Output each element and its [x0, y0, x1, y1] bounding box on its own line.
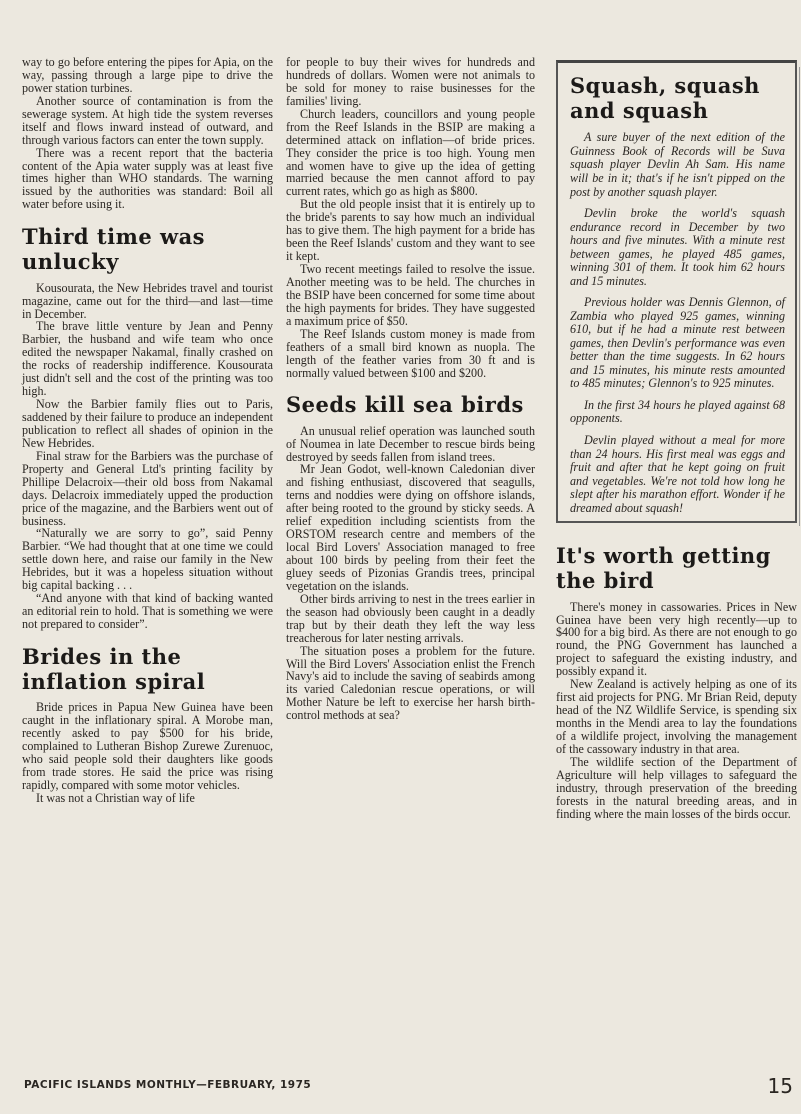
publication-footer: PACIFIC ISLANDS MONTHLY—FEBRUARY, 1975 — [24, 1079, 312, 1091]
body-paragraph: An unusual relief operation was launched south of Noumea in late December to rescue birds being destroyed by seeds fallen from island trees. — [286, 423, 535, 464]
body-paragraph: It was not a Christian way of life — [36, 790, 195, 805]
body-paragraph: Mr Jean Godot, well-known Caledonian diver and fishing enthusiast, discovered that seagulls, terns and noddies were dying on offshore islands, after being rooted to the ground by sticky seeds. A relief expedition including scientists from the ORSTOM research centre and members of the local Bird Lovers' Association managed to free about 100 birds by peeling from their feet the gluey seeds of Pizonias Grandis trees, principal vegetation on the islands. — [286, 462, 535, 593]
body-paragraph: The situation poses a problem for the future. Will the Bird Lovers' Association enlist the French Navy's aid to include the saving of seabirds among its varied Caledonian rescue operations, or will Mother Nature be left to exercise her harsh birth-control methods at sea? — [286, 643, 535, 723]
body-paragraph: Bride prices in Papua New Guinea have been caught in the inflationary spiral. A Morobe man, recently asked to pay $500 for his bride, complained to Lutheran Bishop Zurewe Zurenuoc, who said people sold their daughters like goods from trade stores. He said the price was rising rapidly, compared with some motor vehicles. — [22, 700, 273, 792]
body-paragraph: Final straw for the Barbiers was the purchase of Property and General Ltd's printing facility by Phillipe Delacroix—their old boss from Nakamal days. Delacroix immediately upped the production price of the magazine, and the Barbiers went out of business. — [22, 448, 273, 528]
body-paragraph: way to go before entering the pipes for Apia, on the way, passing through a large pipe to drive the power station turbines. — [22, 55, 273, 95]
squash-sidebar-box — [556, 60, 797, 523]
body-paragraph: New Zealand is actively helping as one of its first aid projects for PNG. Mr Brian Reid, deputy head of the NZ Wildlife Service, is spending six months in the Mendi area to lay the foundations of a wildlife project, involving the management of the cassowary industry in that area. — [556, 677, 797, 756]
headline-bird: It's worth getting the bird — [556, 543, 771, 594]
body-paragraph: The brave little venture by Jean and Penny Barbier, the husband and wife team who once edited the newspaper Nakamal, finally crashed on the rocks of readership indifference. Kousourata just didn't sell and the cost of the printing was too high. — [22, 319, 273, 399]
column-middle — [286, 56, 535, 722]
box-paragraph: Devlin played without a meal for more than 24 hours. His first meal was eggs and fruit and after that he kept going on fruit and vegetables. We're not told how long he slept after his marathon effort. Wonder if he dreamed about squash! — [570, 433, 785, 515]
headline-squash: Squash, squash and squash — [570, 73, 760, 124]
page-number: 15 — [767, 1074, 793, 1098]
box-paragraph: Previous holder was Dennis Glennon, of Zambia who played 925 games, winning 610, but if he had a minute rest between games, then Devlin's performance was even better than the time suggests. In 62 hours and 15 minutes, his minute rests amounted to 485 minutes; Glennon's to 925 minutes. — [570, 295, 785, 391]
body-paragraph: “And anyone with that kind of backing wanted an editorial rein to hold. That is something we were not prepared to consider”. — [22, 591, 273, 631]
body-paragraph: Other birds arriving to nest in the trees earlier in the season had obviously been caught in a deadly trap but by their death they left the way less treacherous for later nesting arrivals. — [286, 591, 535, 645]
body-paragraph: There's money in cassowaries. Prices in New Guinea have been very high recently—up to $400 for a big bird. As there are not enough to go round, the PNG Government has launched a project to safeguard the existing industry, and possibly expand it. — [556, 599, 797, 679]
column-left — [22, 56, 273, 805]
body-paragraph: The wildlife section of the Department of Agriculture will help villages to safeguard the industry, through preservation of the breeding forests in the natural breeding areas, and in finding where the main losses of the birds occur. — [556, 754, 797, 821]
headline-third-time: Third time was unlucky — [22, 224, 206, 275]
body-paragraph: The Reef Islands custom money is made from feathers of a small bird known as nuopla. The length of the feather varies from 30 ft and is normally valued between $100 and $200. — [286, 326, 535, 380]
body-paragraph: Church leaders, councillors and young people from the Reef Islands in the BSIP are making a determined attack on inflation—of bride prices. They consider the price is too high. Young men and women have to give up the idea of getting married because the men cannot afford to pay current rates, which go as high as $800. — [286, 106, 535, 199]
body-paragraph: There was a recent report that the bacteria content of the Apia water supply was at least five times higher than WHO standards. The warning issued by the authorities was standard: Boil all water before using it. — [22, 145, 273, 212]
body-paragraph: Two recent meetings failed to resolve the issue. Another meeting was to be held. The churches in the BSIP have been concerned for some time about the high payments for brides. They have suggested a maximum price of $50. — [286, 262, 535, 328]
body-paragraph: Now the Barbier family flies out to Paris, saddened by their failure to produce an independent publication to reflect all shades of opinion in the New Hebrides. — [22, 397, 273, 450]
column-right — [556, 60, 797, 821]
box-paragraph: Devlin broke the world's squash endurance record in December by two hours and five minutes. With a minute rest between games, he played 485 games, winning 301 of them. It took him 62 hours and 15 minutes. — [570, 206, 785, 288]
box-paragraph: A sure buyer of the next edition of the Guinness Book of Records will be Suva squash player Devlin Ah Sam. His name will be in it; that's if he isn't pipped on the post by another squash player. — [570, 130, 785, 199]
headline-seeds: Seeds kill sea birds — [286, 392, 524, 418]
box-paragraph: In the first 34 hours he played against 68 opponents. — [570, 397, 785, 426]
body-paragraph: for people to buy their wives for hundreds and hundreds of dollars. Women were not animals to be sold for money to raise businesses for the families' living. — [286, 55, 535, 108]
body-paragraph: “Naturally we are sorry to go”, said Penny Barbier. “We had thought that at one time we could settle down here, and raise our family in the New Hebrides, but it was a hopeless situation without big capital backing . . . — [22, 526, 273, 593]
body-paragraph: Another source of contamination is from the sewerage system. At high tide the system reverses itself and flows inward instead of outward, and through various factors can enter the town supply. — [22, 93, 273, 147]
headline-brides: Brides in the inflation spiral — [22, 643, 206, 695]
body-paragraph: But the old people insist that it is entirely up to the bride's parents to say how much an individual has to give them. The high payment for a bride has been the Reef Islands' custom and they want to see it kept. — [286, 197, 535, 264]
body-paragraph: Kousourata, the New Hebrides travel and tourist magazine, came out for the third—and last—time in December. — [22, 280, 273, 321]
